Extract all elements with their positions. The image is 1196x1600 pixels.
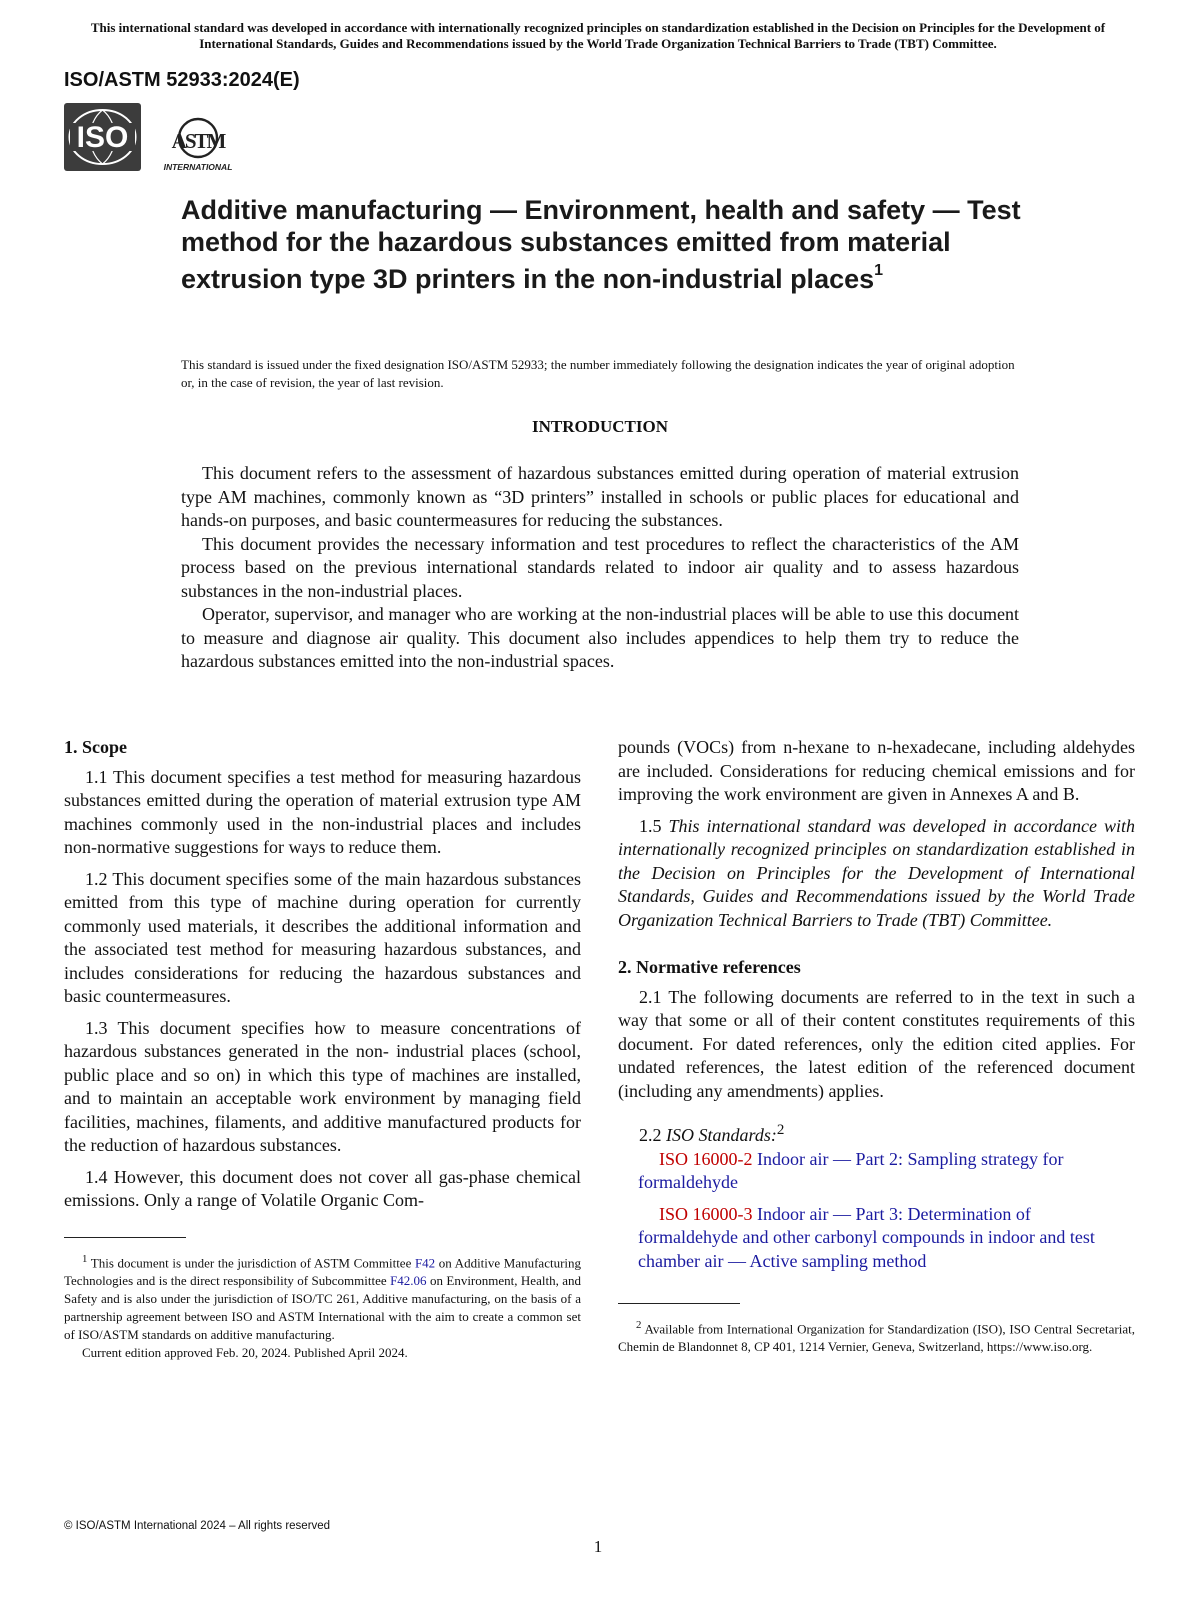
iso-logo xyxy=(64,103,141,171)
footnote-1-text-b: on Additive Manufacturing Technologies and is the direct responsibility of Subcommittee xyxy=(64,1254,582,1288)
document-title xyxy=(181,194,1021,295)
svg-text:ISO: ISO xyxy=(76,121,129,154)
reference-code[interactable]: ISO 16000-3 xyxy=(659,1203,753,1224)
scope-1-4: 1.4 However, this document does not cover all gas-phase chemical emissions. Only a range of Volatile Organic Com- xyxy=(64,1166,581,1210)
normative-2-1: 2.1 The following documents are referred to in the text in such a way that some or all of their content constitutes requirements of this document. For dated references, only the edition cited applies. For undated references, the latest edition of the referenced document (including any amendments) applies. xyxy=(618,986,1135,1101)
introduction-paragraph: This document provides the necessary information and test procedures to reflect the characteristics of the AM process based on the previous international standards related to indoor air quality and to assess hazardous substances in the non-industrial places. xyxy=(181,533,1019,601)
svg-text:INTERNATIONAL: INTERNATIONAL xyxy=(163,162,233,172)
scope-1-5 xyxy=(618,815,1135,933)
title-footnote-mark: 1 xyxy=(874,262,884,279)
scope-1-3: 1.3 This document specifies how to measure concentrations of hazardous substances generated in the non- industrial places (school, public place and so on) in which this type of machines are installed, and to maintain an acceptable work environment by managing field facilities, machines, filaments, and additive manufactured products for the reduction of hazardous substances. xyxy=(64,1017,581,1155)
scope-heading: 1. Scope xyxy=(64,737,127,757)
introduction-paragraph: This document refers to the assessment of hazardous substances emitted during operation of material extrusion type AM machines, commonly known as “3D printers” installed in schools or public places for educational and hands-on purposes, and basic countermeasures for reducing the substances. xyxy=(181,463,1019,530)
footnote-1 xyxy=(64,1250,581,1362)
scope-1-5-number: 1.5 xyxy=(639,815,662,836)
scope-1-2: 1.2 This document specifies some of the main hazardous substances emitted from this type of machine during operation for currently commonly used materials, it describes the additional information and the associated test method for measuring hazardous substances, and includes considerations for reducing the hazardous substances and basic countermeasures. xyxy=(64,868,581,1006)
page-number: 1 xyxy=(593,1537,603,1556)
footnote-1-mark: 1 xyxy=(82,1252,88,1265)
f42-link[interactable]: F42 xyxy=(414,1254,436,1270)
reference-item[interactable] xyxy=(618,1203,1135,1274)
reference-title[interactable]: Indoor air — Part 3: Determination of formaldehyde and other carbonyl compounds in indoor and test chamber air — Active sampling method xyxy=(638,1203,1095,1271)
normative-2-2-number: 2.2 xyxy=(639,1125,662,1145)
copyright: © ISO/ASTM International 2024 – All rights reserved xyxy=(64,1520,331,1532)
footnote-1-approved: Current edition approved Feb. 20, 2024. Published April 2024. xyxy=(82,1344,408,1360)
footnote-rule xyxy=(618,1303,740,1304)
footnote-rule xyxy=(64,1237,186,1238)
normative-2-2-mark: 2 xyxy=(776,1122,785,1138)
reference-item[interactable] xyxy=(618,1148,1135,1195)
scope-1-5-text: This international standard was developed in accordance with internationally recognized principles on standardization established in the Decision on Principles for the Development of International Standards, Guides and Recommendations issued by the World Trade Organization Technical Barriers to Trade (TBT) Committee. xyxy=(618,815,1135,930)
introduction-paragraph: Operator, supervisor, and manager who are working at the non-industrial places will be able to use this document to measure and diagnose air quality. This document also includes appendices to help them try to reduce the hazardous substances emitted into the non-industrial spaces. xyxy=(181,604,1019,671)
introduction-body xyxy=(181,462,1019,674)
document-designation: ISO/ASTM 52933:2024(E) xyxy=(64,69,300,91)
scope-1-4-continued: pounds (VOCs) from n-hexane to n-hexadecane, including aldehydes are included. Considerations for reducing chemical emissions and for improving the work environment are given in Annexes A and B. xyxy=(618,737,1135,804)
svg-text:ASTM: ASTM xyxy=(171,129,225,153)
normative-2-2-text: ISO Standards: xyxy=(666,1125,777,1145)
footnote-1-text-c: on Environment, Health, and Safety and is also under the jurisdiction of ISO/TC 261, Additive manufacturing, on the basis of a partnership agreement between ISO and ASTM International with the aim to create a common set of ISO/ASTM standards on additive manufacturing. xyxy=(64,1272,582,1342)
issued-note: This standard is issued under the fixed designation ISO/ASTM 52933; the number immediately following the designation indicates the year of original adoption or, in the case of revision, the year of last revision. xyxy=(181,357,1015,390)
astm-logo xyxy=(160,112,240,176)
reference-title[interactable]: Indoor air — Part 2: Sampling strategy for formaldehyde xyxy=(638,1148,1064,1192)
footnote-2-mark: 2 xyxy=(636,1319,642,1331)
left-column xyxy=(64,736,581,1362)
footnote-1-text-a: This document is under the jurisdiction of ASTM Committee xyxy=(90,1254,412,1270)
title-text: Additive manufacturing — Environment, health and safety — Test method for the hazardous substances emitted from material extrusion type 3D printers in the non-industrial places xyxy=(181,195,1021,294)
footnote-2 xyxy=(618,1316,1135,1356)
reference-code[interactable]: ISO 16000-2 xyxy=(659,1148,753,1169)
footnote-2-text: Available from International Organization for Standardization (ISO), ISO Central Secretariat, Chemin de Blandonnet 8, CP 401, 1214 Vernier, Geneva, Switzerland, https://www.iso.org. xyxy=(618,1321,1135,1355)
wto-notice: This international standard was developed in accordance with internationally recognized principles on standardization established in the Decision on Principles for the Development of International Standards, Guides and Recommendations issued by the World Trade Organization Technical Barriers to Trade (TBT) Committee. xyxy=(90,20,1106,51)
scope-1-1: 1.1 This document specifies a test method for measuring hazardous substances emitted during the operation of material extrusion type AM machines commonly used in the non-industrial places and includes non-normative suggestions for ways to reduce them. xyxy=(64,766,581,857)
introduction-heading: INTRODUCTION xyxy=(531,417,669,436)
right-column xyxy=(618,736,1135,1356)
normative-heading: 2. Normative references xyxy=(618,957,801,977)
normative-2-2 xyxy=(618,1119,1135,1148)
f42-06-link[interactable]: F42.06 xyxy=(390,1272,427,1288)
